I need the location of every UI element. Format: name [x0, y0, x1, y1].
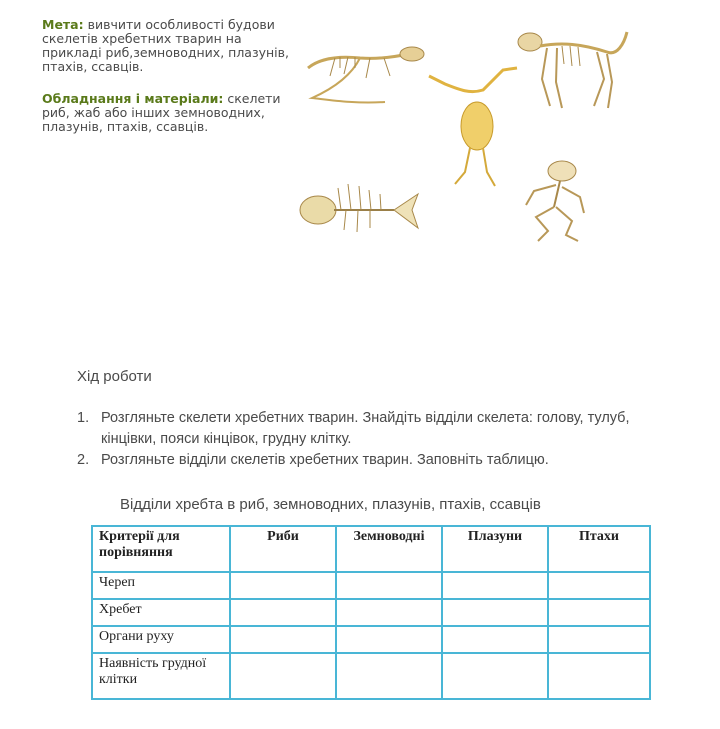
equipment-label: Обладнання і матеріали:	[42, 91, 224, 106]
table-cell[interactable]	[548, 599, 650, 626]
header-amphibians: Земноводні	[336, 526, 442, 572]
table-row	[92, 599, 650, 626]
goal-paragraph	[42, 18, 292, 74]
procedure-step	[77, 408, 687, 450]
table-row	[92, 626, 650, 653]
table-cell[interactable]	[230, 626, 336, 653]
intro-block	[42, 18, 292, 152]
procedure-steps	[77, 408, 687, 471]
row-label: Хребет	[92, 599, 230, 626]
step-number: 2.	[77, 452, 90, 468]
table-caption: Відділи хребта в риб, земноводних, плазунів, птахів, ссавців	[120, 496, 541, 513]
step-text: Розгляньте відділи скелетів хребетних тварин. Заповніть таблицю.	[101, 452, 549, 468]
table-cell[interactable]	[548, 653, 650, 699]
row-label: Наявність грудної клітки	[92, 653, 230, 699]
table-cell[interactable]	[442, 599, 548, 626]
header-criteria: Критерії для порівняння	[92, 526, 230, 572]
equipment-text: скелети риб, жаб або інших земноводних, плазунів, птахів, ссавців.	[42, 91, 281, 134]
table-cell[interactable]	[336, 653, 442, 699]
frog-skeleton-image	[518, 155, 593, 245]
table-row	[92, 572, 650, 599]
table-cell[interactable]	[230, 653, 336, 699]
cat-skeleton-image	[512, 24, 632, 114]
table-cell[interactable]	[442, 572, 548, 599]
table-cell[interactable]	[442, 626, 548, 653]
step-text: Розгляньте скелети хребетних тварин. Знайдіть відділи скелета: голову, тулуб, кінцівки, пояси кінцівок, грудну клітку.	[101, 410, 630, 447]
procedure-heading: Хід роботи	[77, 368, 152, 385]
bird-skeleton-image	[425, 64, 525, 194]
fish-skeleton-image	[296, 172, 426, 242]
table-cell[interactable]	[230, 599, 336, 626]
header-reptiles: Плазуни	[442, 526, 548, 572]
row-label: Череп	[92, 572, 230, 599]
table-row	[92, 653, 650, 699]
procedure-step	[77, 450, 687, 471]
table-cell[interactable]	[336, 572, 442, 599]
header-fish: Риби	[230, 526, 336, 572]
table-cell[interactable]	[336, 599, 442, 626]
comparison-table	[91, 525, 651, 700]
step-number: 1.	[77, 410, 90, 426]
table-cell[interactable]	[230, 572, 336, 599]
table-cell[interactable]	[442, 653, 548, 699]
goal-text: вивчити особливості будови скелетів хребетних тварин на прикладі риб,земноводних, плазунів, птахів, ссавців.	[42, 17, 289, 74]
goal-label: Мета:	[42, 17, 84, 32]
table-cell[interactable]	[548, 572, 650, 599]
table-header-row	[92, 526, 650, 572]
row-label: Органи руху	[92, 626, 230, 653]
equipment-paragraph	[42, 92, 292, 134]
lizard-skeleton-image	[300, 28, 430, 108]
table-cell[interactable]	[336, 626, 442, 653]
header-birds: Птахи	[548, 526, 650, 572]
table-cell[interactable]	[548, 626, 650, 653]
